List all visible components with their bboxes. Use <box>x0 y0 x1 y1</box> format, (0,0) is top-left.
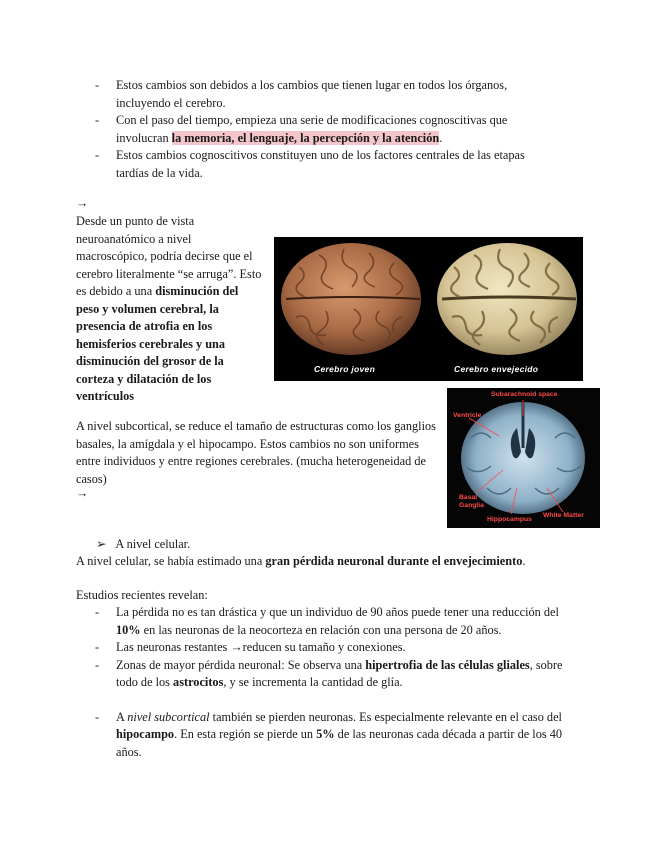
item-text: La pérdida no es tan drástica y que un individuo de 90 años puede tener una reducción del <box>116 605 559 619</box>
item-text: Las neuronas restantes →reducen su tamaño y conexiones. <box>116 640 406 654</box>
basal-ganglia-label: Basal Ganglia <box>459 494 484 509</box>
cellular-heading <box>96 536 190 554</box>
bold-text: 10% <box>116 622 141 637</box>
white-matter-label: White Matter <box>543 512 584 519</box>
item-text: . En esta región se pierde un <box>174 727 317 741</box>
list-item <box>76 77 548 112</box>
arrowhead-bullet-icon: ➢ <box>96 537 107 551</box>
highlighted-text: la memoria, el lenguaje, la percepción y la atención <box>171 130 440 145</box>
list-item <box>76 147 548 182</box>
bold-text: disminución del peso y volumen cerebral, la presencia de atrofia en los hemisferios cerebrales y una disminución del grosor de la corteza y dilatación de los ventrículos <box>76 284 239 403</box>
bold-text: gran pérdida neuronal durante el envejecimiento <box>265 554 523 568</box>
brain-comparison-image <box>274 237 583 381</box>
bold-text: astrocitos <box>173 675 224 689</box>
item-text: Con el paso del tiempo, empieza una serie de modificaciones cognoscitivas que involucran <box>116 113 508 145</box>
mri-brain-image <box>447 388 600 528</box>
italic-text: nivel subcortical <box>127 709 210 724</box>
subarachnoid-label: Subarachnoid space <box>491 391 558 398</box>
item-text: , sobre todo de los <box>116 657 563 689</box>
item-text: en las neuronas de la neocorteza en relación con una persona de 20 años. <box>140 622 502 637</box>
subcortical-paragraph: A nivel subcortical, se reduce el tamaño de estructuras como los ganglios basales, la amígdala y el hipocampo. Estos cambios no son uniformes entre individuos y entre regiones cerebrales. (mucha heterogeneidad de casos) <box>76 419 436 486</box>
arrow-symbol: → <box>76 196 89 210</box>
aged-brain <box>437 243 577 355</box>
aged-brain-label: Cerebro envejecido <box>454 364 539 374</box>
item-text: de las neuronas cada década a partir de los 40 años. <box>116 727 562 759</box>
intro-bullet-list <box>76 77 548 182</box>
list-item <box>76 604 568 639</box>
item-text: Estos cambios son debidos a los cambios que tienen lugar en todos los órganos, incluyendo el cerebro. <box>116 78 508 110</box>
item-text: Estos cambios cognoscitivos constituyen uno de los factores centrales de las etapas tardías de la vida. <box>116 148 525 180</box>
item-text: A <box>116 709 128 724</box>
list-item <box>76 657 568 692</box>
macroscopic-paragraph <box>76 213 264 406</box>
arrow-symbol: → <box>76 486 89 500</box>
bold-text: hipocampo <box>116 727 175 741</box>
cellular-paragraph <box>76 553 576 571</box>
young-brain <box>281 243 421 355</box>
item-text: , y se incrementa la cantidad de glía. <box>223 675 403 689</box>
paragraph-text: . <box>522 554 526 568</box>
item-text: también se pierden neuronas. Es especialmente relevante en el caso del <box>209 709 562 724</box>
bold-text: 5% <box>316 727 335 741</box>
bold-text: hipertrofia de las células gliales <box>365 657 530 672</box>
item-text: . <box>439 130 443 145</box>
heading-text: A nivel celular. <box>115 537 191 551</box>
paragraph-text: A nivel celular, se había estimado una <box>76 554 266 568</box>
list-item <box>76 709 568 762</box>
list-item <box>76 639 568 657</box>
list-item <box>76 112 548 147</box>
item-text: Zonas de mayor pérdida neuronal: Se observa una <box>116 657 366 672</box>
paragraph-text: Desde un punto de vista neuroanatómico a nivel macroscópico, podría decirse que el cerebro literalmente “se arruga”. Esto es debido a una <box>76 214 262 298</box>
young-brain-label: Cerebro joven <box>314 364 376 374</box>
hippocampus-label: Hippocampus <box>487 516 532 523</box>
studies-bullet-list <box>76 604 568 761</box>
brains-illustration <box>274 237 583 381</box>
ventricle-label: Ventricle <box>453 412 482 419</box>
studies-intro: Estudios recientes revelan: <box>76 588 208 602</box>
